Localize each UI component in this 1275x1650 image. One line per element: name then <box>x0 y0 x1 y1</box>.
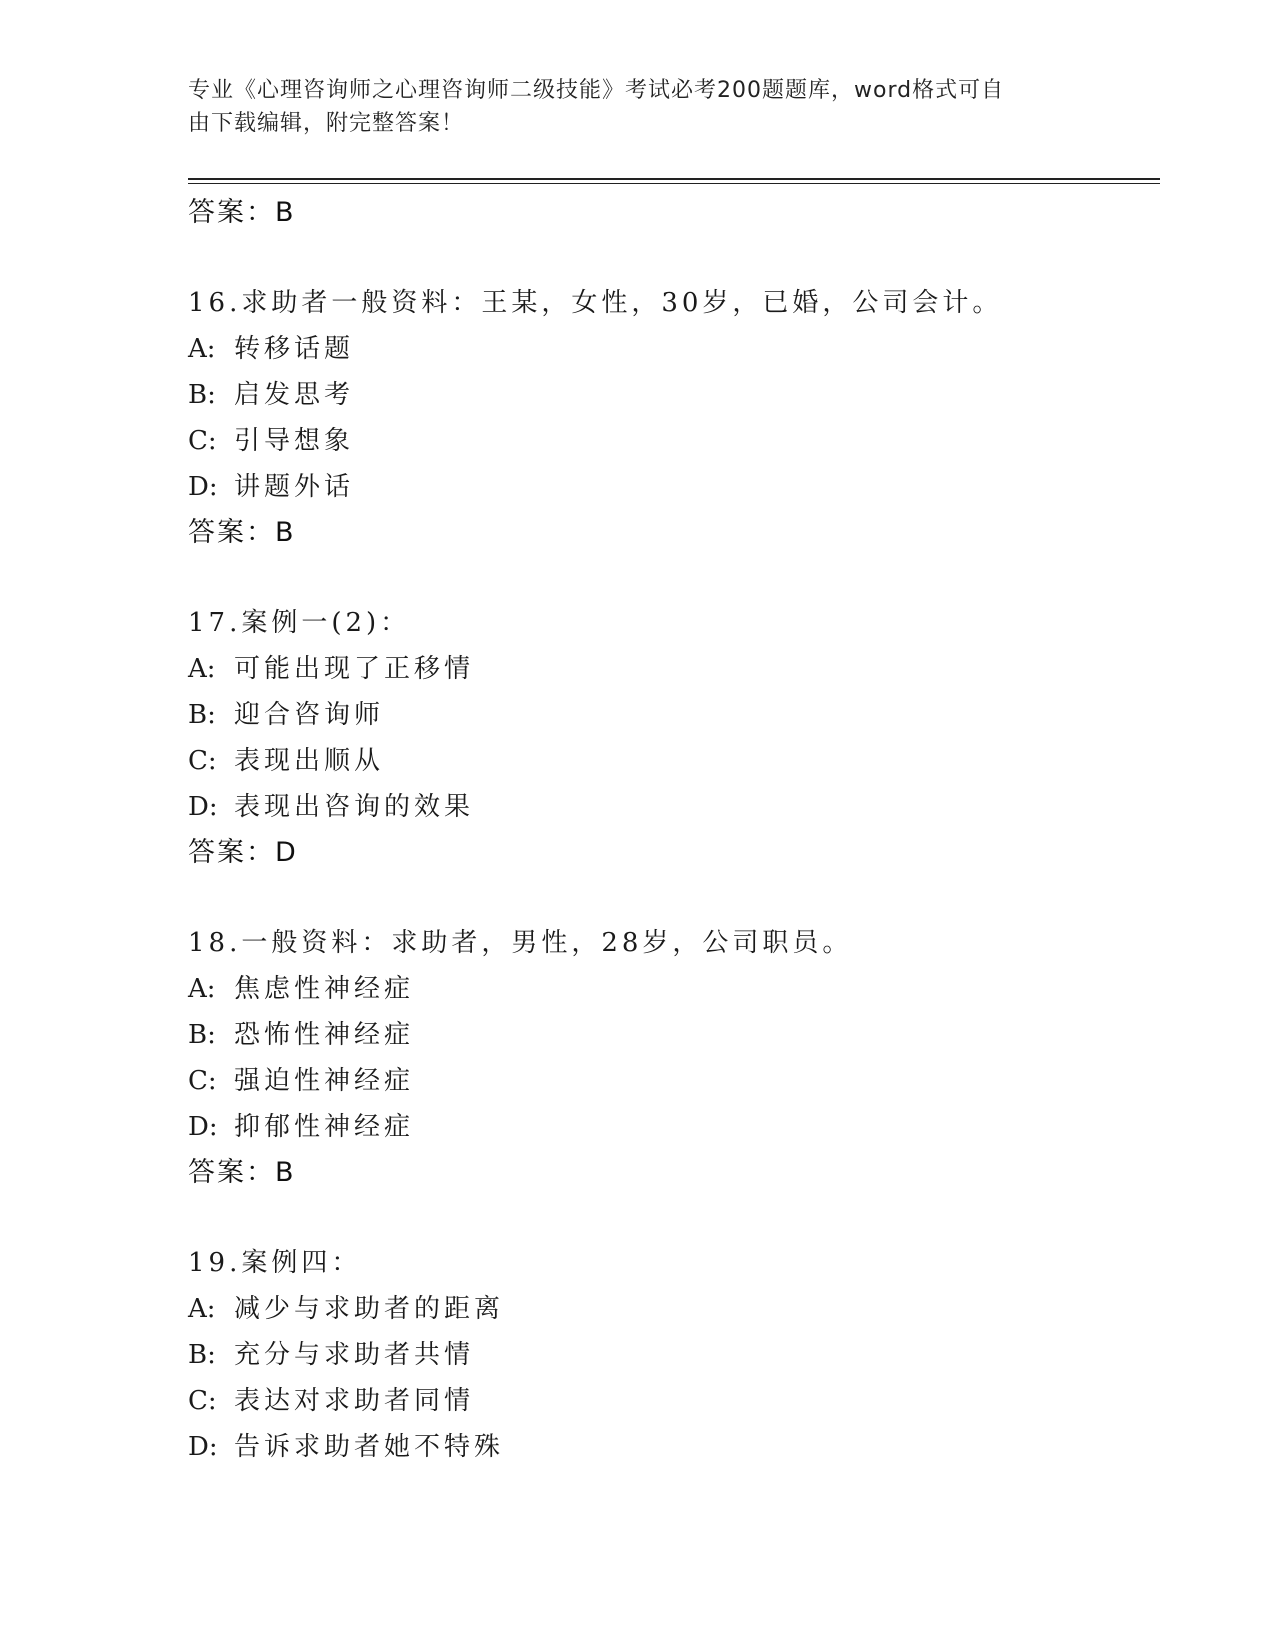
option-a <box>188 646 1160 692</box>
option-b <box>188 1332 1160 1378</box>
option-label: D: <box>188 472 218 502</box>
option-a <box>188 966 1160 1012</box>
question-block <box>188 600 1160 876</box>
option-b <box>188 372 1160 418</box>
answer-line: 答案：B <box>188 517 296 548</box>
question-stem: 17.案例一(2)： <box>188 608 411 638</box>
option-text: 表现出咨询的效果 <box>234 792 475 822</box>
option-label: C: <box>188 1386 217 1416</box>
option-label: C: <box>188 1066 217 1096</box>
option-a <box>188 326 1160 372</box>
option-c <box>188 1378 1160 1424</box>
answer-line: 答案：B <box>188 1157 296 1188</box>
option-text: 告诉求助者她不特殊 <box>234 1432 505 1462</box>
option-c <box>188 738 1160 784</box>
question-stem: 19.案例四： <box>188 1248 362 1278</box>
option-text: 抑郁性神经症 <box>234 1112 415 1142</box>
spacer <box>188 1196 1160 1240</box>
answer-line: 答案：D <box>188 837 298 868</box>
option-label: B: <box>188 1340 216 1370</box>
option-label: A: <box>188 654 216 684</box>
question-block <box>188 920 1160 1196</box>
option-text: 启发思考 <box>234 380 355 410</box>
option-text: 可能出现了正移情 <box>234 654 475 684</box>
header-rule-thin <box>188 183 1160 184</box>
option-text: 转移话题 <box>234 334 355 364</box>
option-text: 迎合咨询师 <box>234 700 385 730</box>
option-label: B: <box>188 1020 216 1050</box>
option-label: A: <box>188 334 216 364</box>
option-b <box>188 1012 1160 1058</box>
option-text: 强迫性神经症 <box>234 1066 415 1096</box>
option-label: A: <box>188 974 216 1004</box>
option-text: 焦虑性神经症 <box>234 974 415 1004</box>
option-b <box>188 692 1160 738</box>
option-text: 表现出顺从 <box>234 746 385 776</box>
question-block <box>188 1240 1160 1470</box>
header-line-2: 由下载编辑，附完整答案！ <box>188 111 465 136</box>
document-header <box>188 74 1068 140</box>
option-text: 减少与求助者的距离 <box>234 1294 505 1324</box>
option-label: D: <box>188 792 218 822</box>
spacer <box>188 556 1160 600</box>
option-text: 充分与求助者共情 <box>234 1340 475 1370</box>
option-text: 表达对求助者同情 <box>234 1386 475 1416</box>
question-list <box>188 190 1160 1470</box>
option-label: C: <box>188 746 217 776</box>
option-text: 引导想象 <box>234 426 355 456</box>
question-stem: 18.一般资料：求助者，男性，28岁，公司职员。 <box>188 928 853 958</box>
option-text: 讲题外话 <box>234 472 355 502</box>
option-label: D: <box>188 1432 218 1462</box>
option-label: C: <box>188 426 217 456</box>
option-c <box>188 1058 1160 1104</box>
option-text: 恐怖性神经症 <box>234 1020 415 1050</box>
option-d <box>188 784 1160 830</box>
option-d <box>188 1104 1160 1150</box>
option-label: D: <box>188 1112 218 1142</box>
answer-line: 答案：B <box>188 197 296 228</box>
spacer <box>188 876 1160 920</box>
header-rule-thick <box>188 178 1160 180</box>
spacer <box>188 236 1160 280</box>
option-a <box>188 1286 1160 1332</box>
option-d <box>188 464 1160 510</box>
option-d <box>188 1424 1160 1470</box>
option-label: B: <box>188 380 216 410</box>
option-label: A: <box>188 1294 216 1324</box>
option-c <box>188 418 1160 464</box>
question-stem: 16.求助者一般资料：王某，女性，30岁，已婚，公司会计。 <box>188 288 1003 318</box>
option-label: B: <box>188 700 216 730</box>
question-block <box>188 280 1160 556</box>
header-line-1: 专业《心理咨询师之心理咨询师二级技能》考试必考200题题库，word格式可自 <box>188 78 1005 103</box>
